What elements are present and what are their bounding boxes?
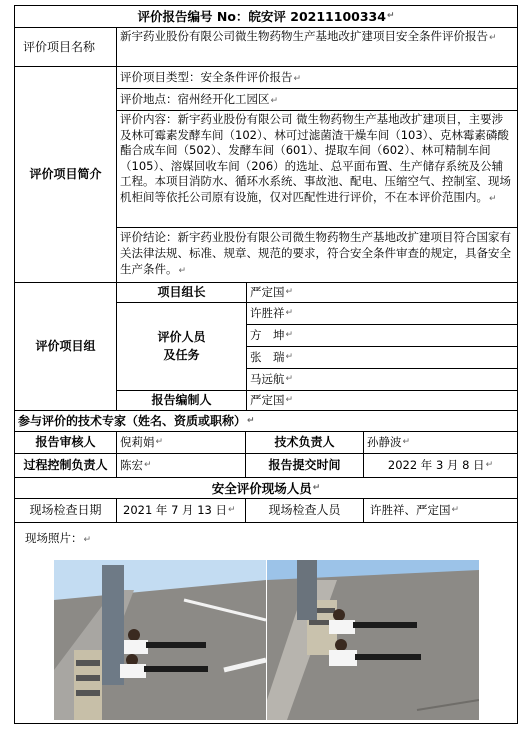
site-staff-label: 现场检查人员 (245, 499, 363, 522)
site-section-row (15, 478, 517, 499)
project-location: 评价地点：宿州经开化工园区↵ (117, 89, 517, 111)
project-name-value: 新宇药业股份有限公司微生物药物生产基地改扩建项目安全条件评价报告↵ (116, 28, 517, 66)
team-leader-name: 严定国 ↵ (246, 283, 517, 302)
team-member: 许胜祥 ↵ (247, 302, 517, 325)
process-row (15, 454, 517, 478)
team-member: 张 瑞 ↵ (247, 346, 517, 369)
project-name-row (15, 28, 517, 67)
project-intro-label: 评价项目简介 (29, 167, 102, 181)
report-number-row (15, 6, 517, 28)
experts-row (15, 411, 517, 432)
project-conclusion: 评价结论：新宇药业股份有限公司微生物药物生产基地改扩建项目符合国家有关法律法规、标准、规章、规范的要求，符合安全条件审查的规定，具备安全生产条件。↵ (120, 230, 511, 276)
experts-label: 参与评价的技术专家（姓名、资质或职称） ↵ (18, 413, 255, 428)
site-staff: 许胜祥、严定国 ↵ (363, 499, 517, 522)
team-writer-label: 报告编制人 (151, 393, 212, 407)
team-leader-label: 项目组长 (157, 285, 206, 299)
site-photo-1 (54, 560, 266, 720)
project-content: 评价内容：新宇药业股份有限公司 微生物药物生产基地改扩建项目，主要涉及林可霉素发酵车间（102）、林可过滤菌渣干燥车间（103）、克林霉素磷酸酯合成车间（502）、发酵车间（601）、提取车间（602）、林可精制车间（105）、溶媒回收车间（206）的选址、总平面布置、生产储存系统及公辅工程。本项目消防水、循环水系统、事故池、配电、压缩空气、控制室、现场机柜间等依托公司原有设施，仅对匹配性进行评价，不在本评价范围内。↵ (117, 111, 517, 228)
tech-lead-label: 技术负责人 (245, 432, 363, 453)
process-label: 过程控制负责人 (23, 458, 108, 472)
team-writer-name: 严定国 ↵ (246, 390, 517, 410)
process-name: 陈宏 ↵ (116, 454, 245, 477)
tech-lead-name: 孙静波 ↵ (363, 432, 517, 453)
team-table (116, 283, 517, 410)
team-leader-row (117, 283, 517, 303)
team-member: 方 坤 ↵ (247, 324, 517, 347)
team-members-row (117, 302, 517, 391)
team-writer-row (117, 390, 517, 410)
team-members-list (246, 302, 517, 390)
site-photos-label: 现场照片：↵ (25, 531, 92, 545)
reviewer-label: 报告审核人 (35, 435, 96, 449)
submit-date: 2022 年 3 月 8 日 ↵ (363, 454, 517, 477)
site-date: 2021 年 7 月 13 日 ↵ (116, 499, 245, 522)
team-members-label: 评价人员 及任务 (157, 330, 206, 362)
project-type: 评价项目类型：安全条件评价报告↵ (117, 67, 517, 89)
team-block (15, 283, 517, 411)
review-row (15, 432, 517, 454)
project-intro-block (15, 67, 517, 283)
site-section-title: 安全评价现场人员 ↵ (211, 480, 321, 496)
site-info-row (15, 499, 517, 523)
submit-label: 报告提交时间 (245, 454, 363, 477)
report-number: 评价报告编号 No： 皖安评 20211100334 ↵ (137, 9, 395, 24)
reviewer-name: 倪莉娟 ↵ (116, 432, 245, 453)
evaluation-report-form (14, 5, 518, 724)
site-date-label: 现场检查日期 (29, 503, 102, 517)
project-name-label: 评价项目名称 (23, 39, 96, 54)
site-photo-2 (267, 560, 479, 720)
team-member: 马远航 ↵ (250, 371, 294, 386)
project-intro-content (116, 67, 517, 282)
team-label: 评价项目组 (35, 339, 96, 353)
